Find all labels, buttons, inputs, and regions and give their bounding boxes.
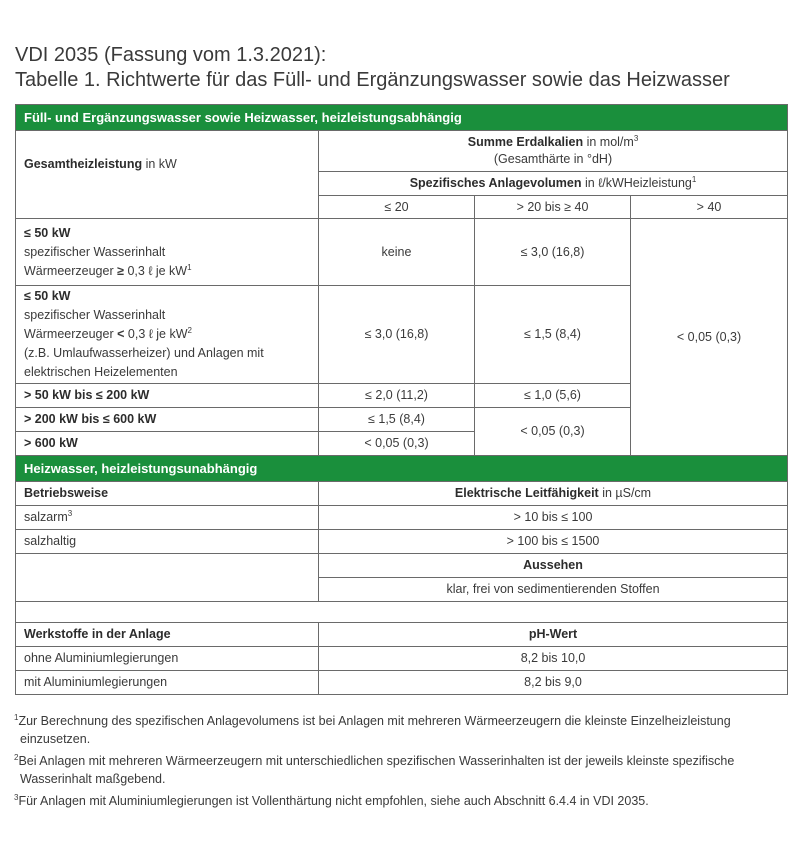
specific-volume-unit: in ℓ/kWHeizleistung xyxy=(585,176,692,190)
row-label-cell xyxy=(16,432,319,456)
appearance-value: klar, frei von sedimentierenden Stoffen xyxy=(319,578,788,602)
specific-volume-header xyxy=(319,172,788,196)
material-header xyxy=(16,623,319,647)
row-text: spezifischer Wasserinhalt xyxy=(24,308,166,322)
row-label-cell: salzhaltig xyxy=(16,530,319,554)
row-text: 0,3 ℓ je kW xyxy=(127,327,188,341)
row-text: spezifischer Wasserinhalt xyxy=(24,244,166,259)
specific-volume-label: Spezifisches Anlagevolumen xyxy=(409,176,582,190)
row-label-cell: ohne Aluminiumlegierungen xyxy=(16,647,319,671)
total-heating-output-unit: in kW xyxy=(145,157,177,171)
value-cell: keine xyxy=(319,219,475,286)
water-guideline-table xyxy=(15,104,788,695)
row-heading: > 200 kW bis ≤ 600 kW xyxy=(24,412,157,426)
footnote-number: 1 xyxy=(14,713,19,722)
value-cell: ≤ 3,0 (16,8) xyxy=(319,286,475,384)
alkaline-earth-sum-label: Summe Erdalkalien xyxy=(467,135,584,149)
value-cell: 8,2 bis 9,0 xyxy=(319,671,788,695)
value-cell: < 0,05 (0,3) xyxy=(319,432,475,456)
footnote xyxy=(14,749,789,788)
material-label: Werkstoffe in der Anlage xyxy=(24,627,171,641)
footnote-ref: 2 xyxy=(187,325,192,335)
row-label-cell xyxy=(16,286,319,384)
document-title xyxy=(15,43,730,93)
value-cell: ≤ 3,0 (16,8) xyxy=(475,219,631,286)
footnote-text: Bei Anlagen mit mehreren Wärmeerzeugern mit unterschiedlichen spezifischen Wasserinhalten ist der jeweils kleinste spezifische Wasserinhalt maßgebend. xyxy=(18,754,735,787)
footnote xyxy=(14,709,789,748)
footnote-ref: 3 xyxy=(67,508,73,518)
row-text: (z.B. Umlaufwasserheizer) und Anlagen mit xyxy=(24,346,264,360)
row-heading: ≤ 50 kW xyxy=(24,225,71,240)
total-heating-output-header xyxy=(16,131,319,219)
footnote-number: 3 xyxy=(14,793,19,803)
alkaline-earth-sum-unit: in mol/m xyxy=(586,135,634,149)
title-line-1: VDI 2035 (Fassung vom 1.3.2021): xyxy=(15,44,327,66)
spacer-row xyxy=(16,602,788,623)
conductivity-header xyxy=(319,482,788,506)
ph-header-row xyxy=(16,623,788,647)
row-label-cell xyxy=(16,384,319,408)
row-text: 0,3 ℓ je kW xyxy=(127,263,188,278)
value-cell: ≤ 1,5 (8,4) xyxy=(475,286,631,384)
table-row xyxy=(16,671,788,695)
conductivity-label: Elektrische Leitfähigkeit xyxy=(454,486,599,500)
section-1-header-row xyxy=(16,105,788,131)
row-label: salzarm xyxy=(24,510,68,524)
row-label-cell: mit Aluminiumlegierungen xyxy=(16,671,319,695)
row-text: elektrischen Heizelementen xyxy=(24,365,178,379)
appearance-label: Aussehen xyxy=(523,558,583,572)
value-cell-merged: < 0,05 (0,3) xyxy=(475,408,631,456)
section-2-header-row xyxy=(16,456,788,482)
row-operator: ≥ xyxy=(117,263,124,278)
conductivity-header-row xyxy=(16,482,788,506)
operating-mode-label: Betriebsweise xyxy=(24,486,109,500)
range-col-3: > 40 xyxy=(631,196,788,219)
table-row xyxy=(16,506,788,530)
row-operator: < xyxy=(117,327,125,341)
ph-header xyxy=(319,623,788,647)
footnote xyxy=(14,789,789,810)
alkaline-earth-sum-header xyxy=(319,131,788,172)
value-cell: ≤ 1,0 (5,6) xyxy=(475,384,631,408)
row-heading: > 600 kW xyxy=(24,436,78,450)
total-hardness-note: (Gesamthärte in °dH) xyxy=(493,152,613,166)
value-cell: 8,2 bis 10,0 xyxy=(319,647,788,671)
footnote-text: Zur Berechnung des spezifischen Anlagevolumens ist bei Anlagen mit mehreren Wärmeerzeugern die kleinste Einzelheizleistung einzusetzen. xyxy=(18,714,731,747)
value-cell: ≤ 2,0 (11,2) xyxy=(319,384,475,408)
section-1-header: Füll- und Ergänzungswasser sowie Heizwasser, heizleistungsabhängig xyxy=(16,105,788,131)
range-col-2: > 20 bis ≥ 40 xyxy=(475,196,631,219)
header-row-sum xyxy=(16,131,788,172)
footnote-ref: 1 xyxy=(187,262,192,272)
footnotes xyxy=(14,709,789,811)
table-row xyxy=(16,530,788,554)
row-label-cell xyxy=(16,506,319,530)
row-label-cell xyxy=(16,408,319,432)
footnote-number: 2 xyxy=(14,753,19,763)
appearance-header-row xyxy=(16,554,788,578)
conductivity-unit: in µS/cm xyxy=(602,486,652,500)
row-text: Wärmeerzeuger xyxy=(24,263,114,278)
row-heading: > 50 kW bis ≤ 200 kW xyxy=(24,388,150,402)
table-row xyxy=(16,219,788,286)
empty-cell xyxy=(16,554,319,602)
row-label-cell xyxy=(16,219,319,286)
value-cell: > 10 bis ≤ 100 xyxy=(319,506,788,530)
section-2-header: Heizwasser, heizleistungsunabhängig xyxy=(16,456,788,482)
specific-volume-sup: 1 xyxy=(691,174,697,184)
total-heating-output-label: Gesamtheizleistung xyxy=(24,157,143,171)
alkaline-earth-sum-unit-sup: 3 xyxy=(633,133,639,143)
row-text: Wärmeerzeuger xyxy=(24,327,114,341)
ph-label: pH-Wert xyxy=(528,627,578,641)
operating-mode-header xyxy=(16,482,319,506)
title-line-2: Tabelle 1. Richtwerte für das Füll- und Ergänzungswasser sowie das Heizwasser xyxy=(15,69,730,91)
spacer-cell xyxy=(16,602,788,623)
appearance-header xyxy=(319,554,788,578)
row-heading: ≤ 50 kW xyxy=(24,289,71,303)
range-col-1: ≤ 20 xyxy=(319,196,475,219)
value-cell: ≤ 1,5 (8,4) xyxy=(319,408,475,432)
footnote-text: Für Anlagen mit Aluminiumlegierungen ist Vollenthärtung nicht empfohlen, siehe auch Abschnitt 6.4.4 in VDI 2035. xyxy=(18,794,649,809)
table-row xyxy=(16,647,788,671)
value-cell-merged: < 0,05 (0,3) xyxy=(631,219,788,456)
value-cell: > 100 bis ≤ 1500 xyxy=(319,530,788,554)
